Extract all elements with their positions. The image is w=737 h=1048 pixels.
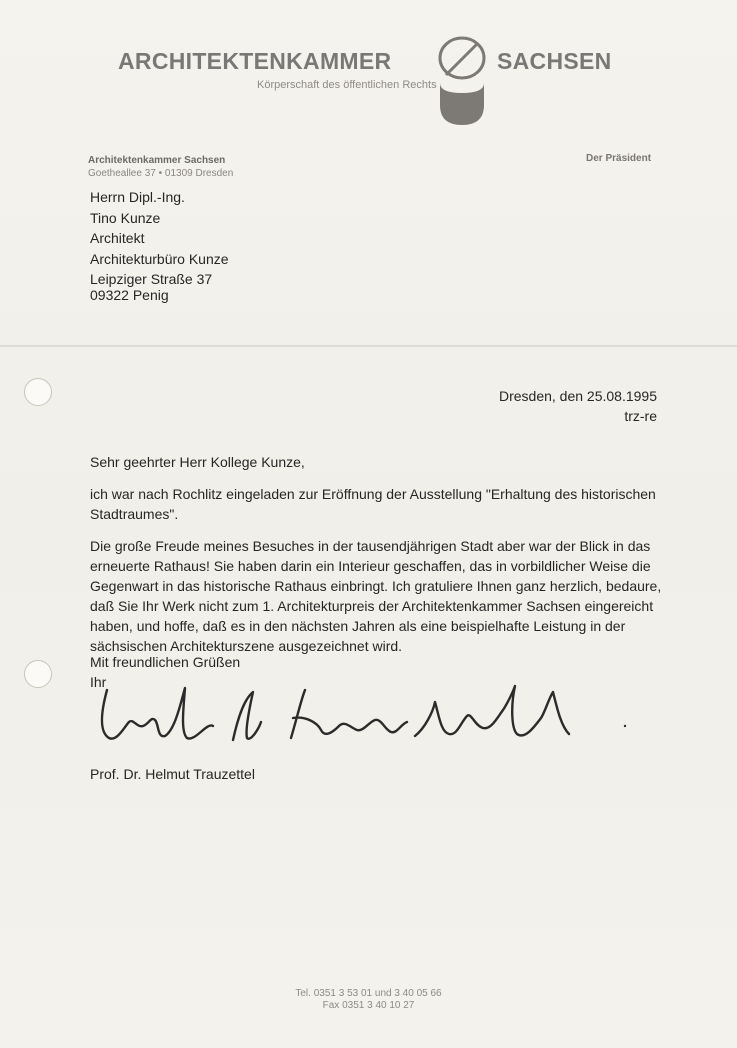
reference-code: trz-re <box>624 408 657 424</box>
letterhead-region: SACHSEN <box>497 48 612 74</box>
footer-phone: Tel. 0351 3 53 01 und 3 40 05 66 <box>295 988 442 999</box>
chamber-logo-icon <box>432 35 492 130</box>
recipient-line: Tino Kunze <box>90 209 161 226</box>
letterhead-subtitle: Körperschaft des öffentlichen Rechts <box>257 79 437 91</box>
recipient-line: Leipziger Straße 37 <box>90 271 213 287</box>
paper-fold-line <box>0 345 737 347</box>
salutation: Sehr geehrter Herr Kollege Kunze, <box>90 454 305 470</box>
handwritten-signature <box>95 682 640 750</box>
letterhead-org-name: ARCHITEKTENKAMMER <box>118 48 392 74</box>
sender-address: Goetheallee 37 • 01309 Dresden <box>88 168 234 179</box>
sender-role: Der Präsident <box>586 153 652 164</box>
punch-hole <box>24 660 52 688</box>
recipient-line: Herrn Dipl.-Ing. <box>90 189 185 205</box>
letter-date: Dresden, den 25.08.1995 <box>498 388 657 404</box>
recipient-address <box>90 187 229 290</box>
sender-name: Architektenkammer Sachsen <box>88 155 226 166</box>
footer-fax: Fax 0351 3 40 10 27 <box>322 1000 415 1011</box>
date-block <box>499 386 657 426</box>
body-paragraph: ich war nach Rochlitz eingeladen zur Eröffnung der Ausstellung "Erhaltung des historischen Stadtraumes". <box>90 486 656 522</box>
closing-ihr: Ihr <box>90 674 107 690</box>
recipient-line: Architekturbüro Kunze <box>90 250 229 267</box>
punch-hole <box>24 378 52 406</box>
recipient-postal: 09322 Penig <box>90 287 169 303</box>
recipient-line: Architekt <box>90 230 145 246</box>
body-paragraph: Die große Freude meines Besuches in der tausendjährigen Stadt aber war der Blick in das erneuerte Rathaus! Sie haben darin ein Interieur geschaffen, das in vorbildlicher Weise die Gegenwart in das historische Rathaus einbringt. Ich gratuliere Ihnen ganz herzlich, bedaure, daß Sie Ihr Werk nicht zum 1. Architekturpreis der Architektenkammer Sachsen eingereicht haben, und hoffe, daß es in den nächsten Jahren als eine beispielhafte Leistung in der sächsischen Architekturszene ausgezeichnet wird. <box>90 538 662 654</box>
signer-name: Prof. Dr. Helmut Trauzettel <box>90 766 255 782</box>
closing-greeting: Mit freundlichen Grüßen <box>90 654 241 670</box>
